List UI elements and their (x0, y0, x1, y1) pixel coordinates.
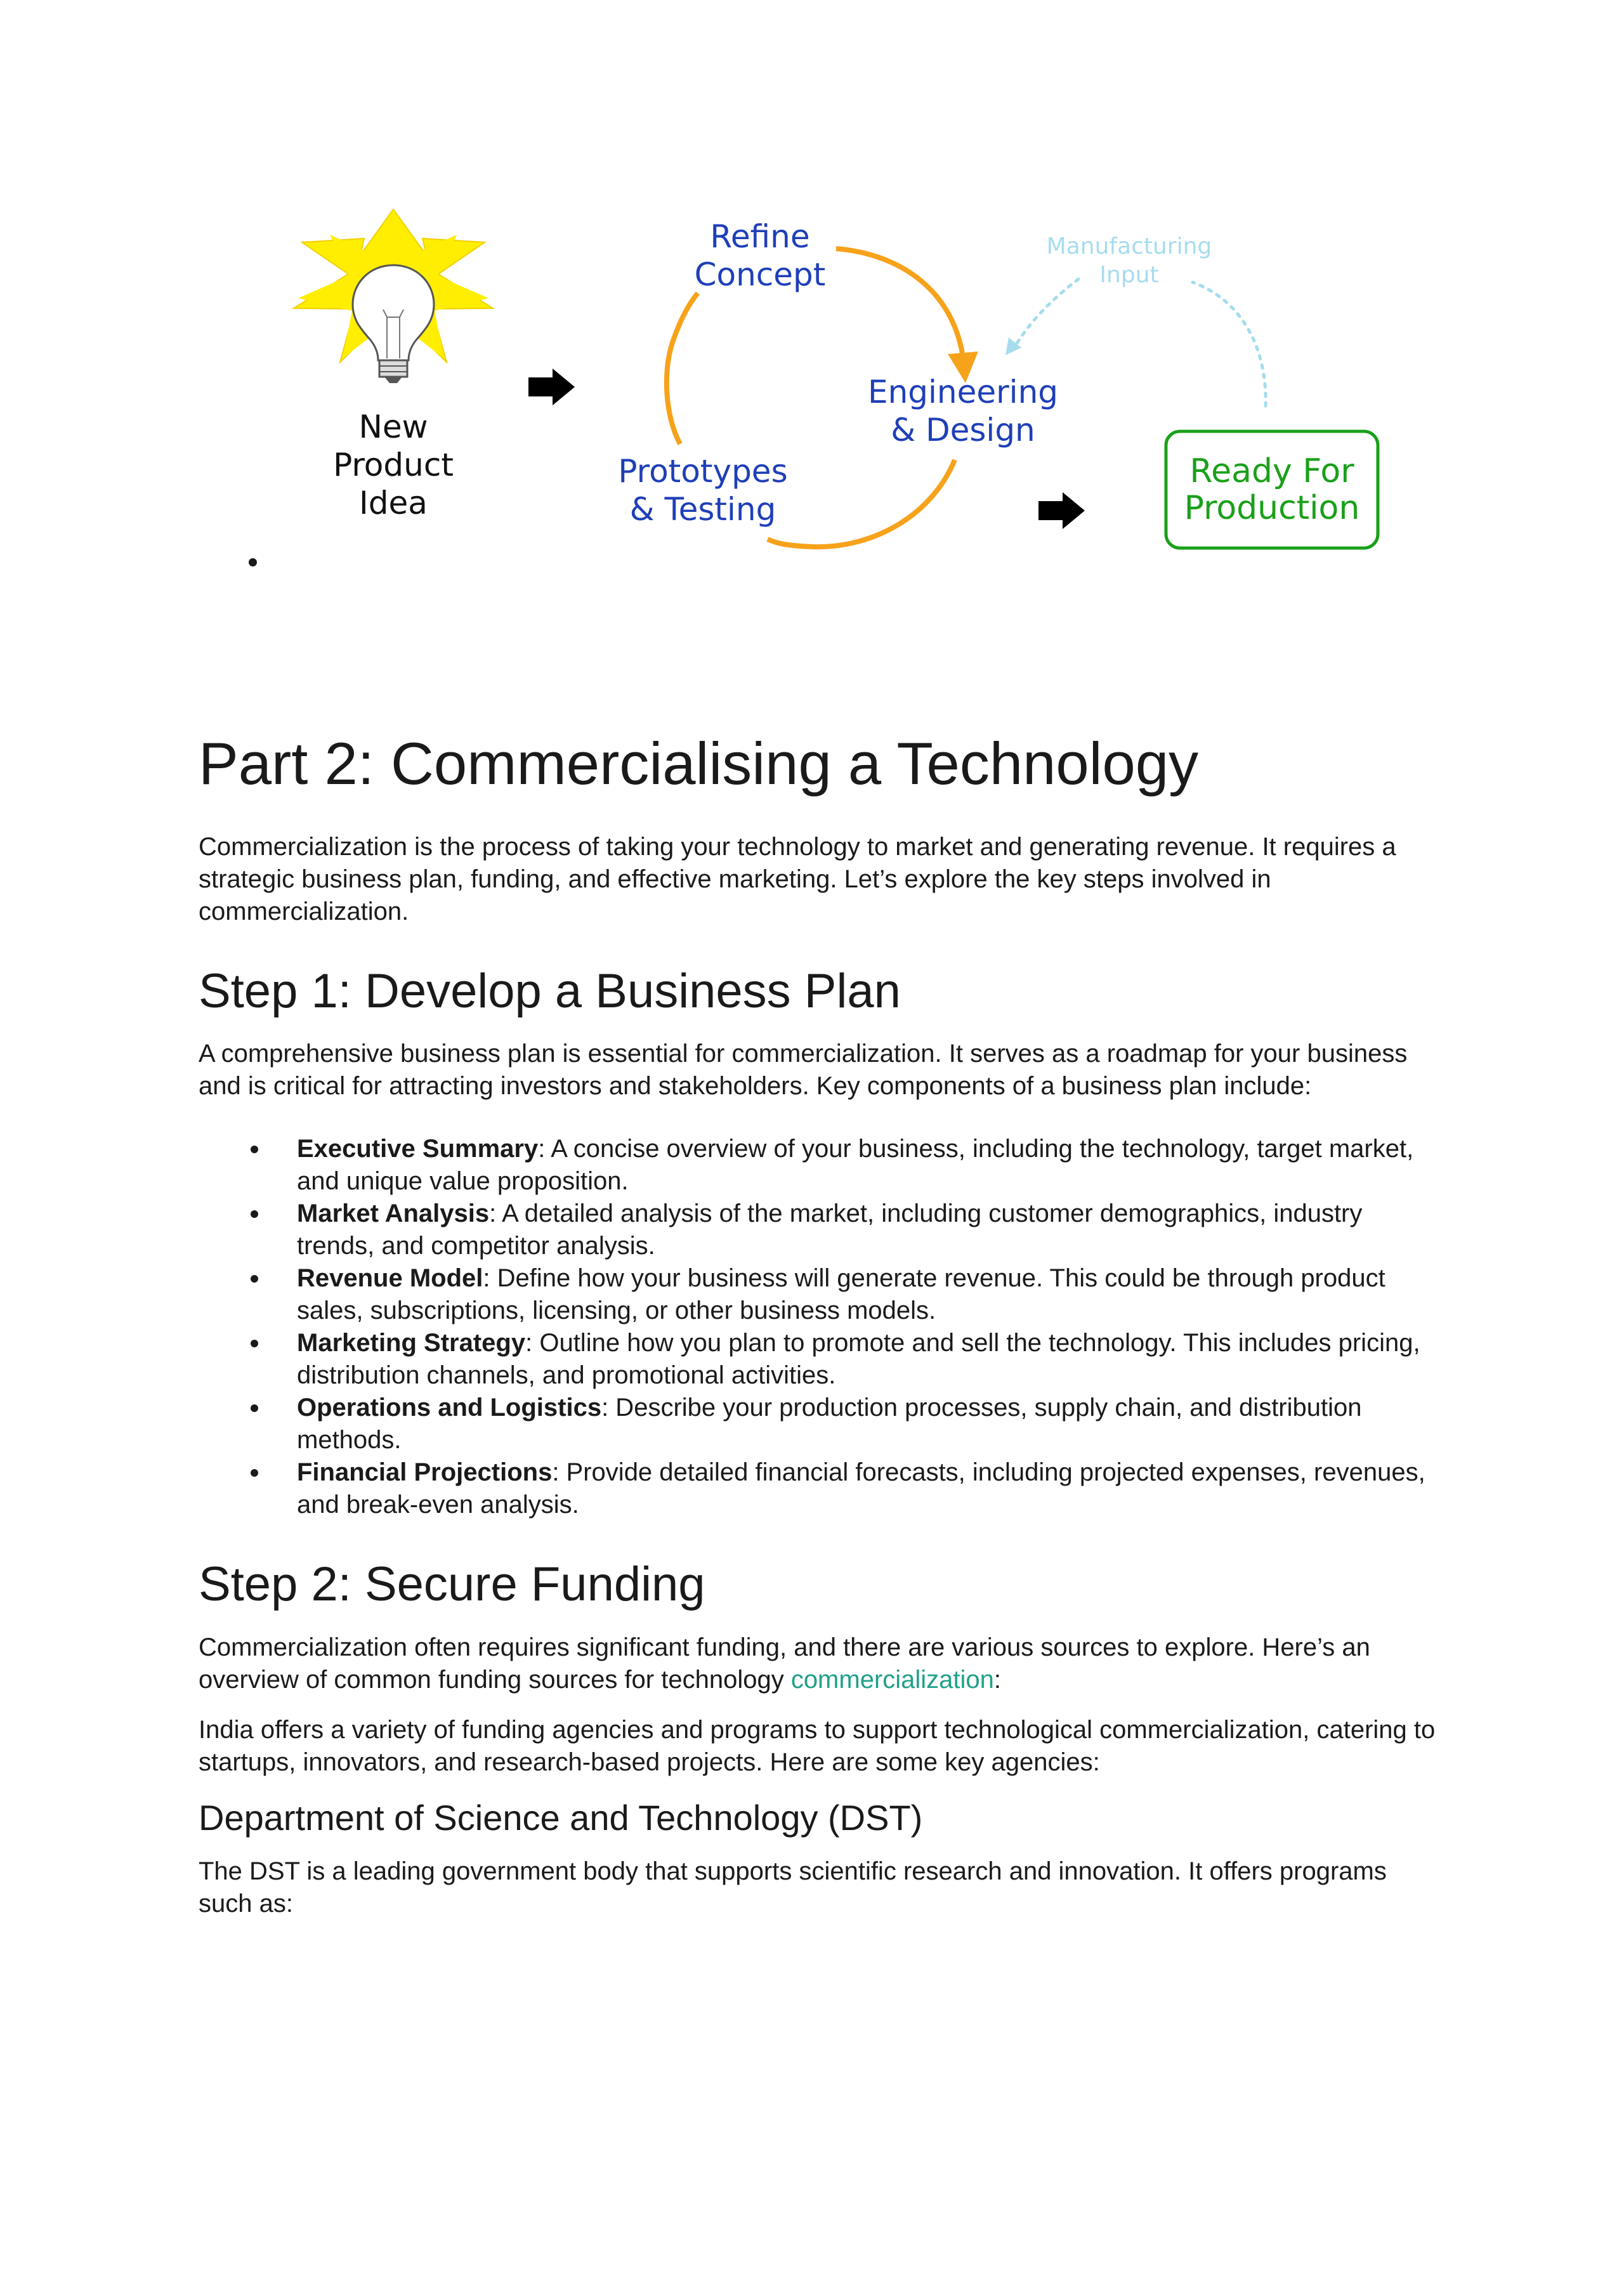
cycle-arc-prototypes-to-refine (667, 293, 698, 444)
empty-list-bullet (249, 558, 257, 566)
prototypes-label-2: & Testing (629, 491, 776, 528)
step1-title: Step 1: Develop a Business Plan (199, 964, 901, 1019)
business-plan-components-list (199, 1133, 1442, 1521)
dst-paragraph: The DST is a leading government body that supports scientific research and innovation. It offers programs such as: (199, 1857, 1387, 1918)
refine-label-2: Concept (694, 256, 826, 293)
manufacturing-label-1: Manufacturing (1046, 233, 1212, 259)
manufacturing-label-2: Input (1099, 262, 1159, 288)
step1-intro: A comprehensive business plan is essential for commercialization. It serves as a roadmap for your business and is critical for attracting investors and stakeholders. Key components of a business plan include: (199, 1040, 1408, 1101)
ready-label-1: Ready For (1189, 452, 1354, 490)
list-item-term: Market Analysis (297, 1200, 490, 1228)
list-item (199, 1327, 1442, 1392)
commercialization-link[interactable]: commercialization (790, 1665, 994, 1694)
list-item-desc: : Outline how you plan to promote and sell the technology. This includes pricing, distribution channels, and promotional activities. (297, 1329, 1420, 1390)
lightbulb-sun-icon (294, 209, 493, 383)
product-development-diagram (0, 0, 1624, 609)
refine-label-1: Refine (710, 218, 810, 255)
right-arrow-icon (1038, 492, 1085, 529)
list-item-desc: : Describe your production processes, supply chain, and distribution methods. (297, 1394, 1362, 1455)
step2-title: Step 2: Secure Funding (199, 1557, 705, 1612)
list-item-term: Revenue Model (297, 1264, 483, 1293)
dst-title: Department of Science and Technology (DST) (199, 1797, 923, 1838)
step2-paragraph-1-end: : (993, 1665, 1002, 1694)
list-item-desc: : A detailed analysis of the market, including customer demographics, industry trends, and competitor analysis. (297, 1200, 1363, 1260)
list-item-desc: : Define how your business will generate revenue. This could be through product sales, subscriptions, licensing, or other business models. (297, 1264, 1385, 1325)
list-item-term: Executive Summary (297, 1135, 539, 1163)
step2-paragraph-1 (199, 1631, 1442, 1696)
idea-label-2: Product (333, 447, 454, 483)
engineering-label-1: Engineering (868, 374, 1058, 410)
prototypes-label-1: Prototypes (618, 453, 788, 490)
step2-paragraph-1-text: Commercialization often requires significant funding, and there are various sources to explore. Here’s an overview of common funding sources for technology (199, 1633, 1370, 1694)
list-item (199, 1198, 1442, 1262)
list-item (199, 1456, 1442, 1521)
list-item (199, 1262, 1442, 1327)
list-item-term: Operations and Logistics (297, 1394, 602, 1422)
cycle-arc-engineering-to-prototypes (768, 460, 955, 547)
list-item-desc: : A concise overview of your business, including the technology, target market, and unique value proposition. (297, 1135, 1414, 1196)
idea-label-3: Idea (359, 485, 428, 521)
cycle-arc-refine-to-engineering (836, 249, 964, 368)
list-item (199, 1392, 1442, 1456)
list-item-desc: : Provide detailed financial forecasts, including projected expenses, revenues, and break-even analysis. (297, 1458, 1425, 1519)
step2-paragraph-2: India offers a variety of funding agencies and programs to support technological commercialization, catering to startups, innovators, and research-based projects. Here are some key agencies: (199, 1715, 1436, 1776)
engineering-label-2: & Design (891, 412, 1035, 448)
right-arrow-icon (528, 369, 575, 405)
ready-label-2: Production (1184, 489, 1360, 527)
part-title: Part 2: Commercialising a Technology (199, 730, 1199, 797)
list-item (199, 1133, 1442, 1198)
article-content (199, 729, 1442, 1938)
idea-label-1: New (358, 409, 428, 445)
list-item-term: Financial Projections (297, 1458, 553, 1487)
list-item-term: Marketing Strategy (297, 1329, 526, 1357)
intro-paragraph: Commercialization is the process of taking your technology to market and generating revenue. It requires a strategic business plan, funding, and effective marketing. Let’s explore the key steps involved in commercialization. (199, 833, 1396, 926)
